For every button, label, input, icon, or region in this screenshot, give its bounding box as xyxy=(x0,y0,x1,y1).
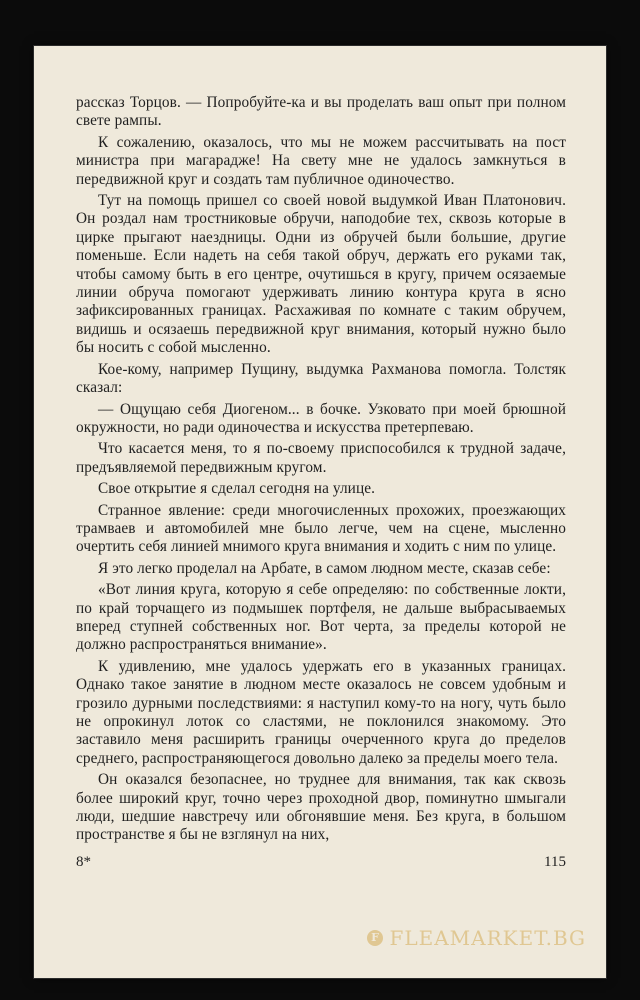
page-body xyxy=(76,94,566,848)
signature-mark: 8* xyxy=(76,854,91,870)
book-page xyxy=(34,46,606,978)
watermark xyxy=(367,926,586,950)
paragraph: Я это легко проделал на Арбате, в самом людном месте, сказав себе: xyxy=(98,559,551,577)
paragraph: «Вот линия круга, которую я себе определяю: по собственные локти, по край торчащего из подмышек портфеля, не дальше выбрасываемых вперед ступней собственных ног. Вот черта, за пределы которой не должно распространяться внимание». xyxy=(76,581,566,654)
watermark-text: FLEAMARKET.BG xyxy=(389,926,586,950)
paragraph: Тут на помощь пришел со своей новой выдумкой Иван Платонович. Он роздал нам тростниковые обручи, наподобие тех, сквозь которые в цирке прыгают наездницы. Одни из обручей были большие, другие поменьше. Если надеть на себя такой обруч, держать его руками так, чтобы самому быть в его центре, очутишься в кругу, причем осязаемые линии обруча помогают удерживать линию контура круга в ясно зафиксированных границах. Расхаживая по комнате с таким обручем, видишь и осязаешь передвижной круг внимания, который нужно было бы носить с собой мысленно. xyxy=(76,192,566,357)
paragraph: рассказ Торцов. — Попробуйте-ка и вы проделать ваш опыт при полном свете рампы. xyxy=(76,94,566,130)
paragraph: К удивлению, мне удалось удержать его в указанных границах. Однако такое занятие в людном месте оказалось не совсем удобным и грозило дурными последствиями: я наступил кому-то на ногу, чуть было не опрокинул лоток со сластями, не поклонился знакомому. Это заставило меня расширить границы очерченного круга до пределов среднего, распространяющегося довольно далеко за пределы моего тела. xyxy=(76,657,566,767)
paragraph: Что касается меня, то я по-своему приспособился к трудной задаче, предъявляемой передвижным кругом. xyxy=(76,440,566,476)
paragraph: — Ощущаю себя Диогеном... в бочке. Узковато при моей брюшной окружности, но ради одиночества и искусства претерпеваю. xyxy=(76,400,566,436)
paragraph: Странное явление: среди многочисленных прохожих, проезжающих трамваев и автомобилей мне было легче, чем на сцене, мысленно очертить себя линией мнимого круга внимания и ходить с ним по улице. xyxy=(76,501,566,556)
page-number: 115 xyxy=(544,854,566,870)
paragraph: К сожалению, оказалось, что мы не можем рассчитывать на пост министра при магарадже! На свету мне не удалось замкнуться в передвижной круг и создать там публичное одиночество. xyxy=(76,133,566,188)
flea-market-logo-icon: F xyxy=(367,930,383,946)
paragraph: Он оказался безопаснее, но труднее для внимания, так как сквозь более широкий круг, точно через проходной двор, поминутно шмыгали люди, шедшие навстречу или обгонявшие меня. Без круга, в большом пространстве я бы не взглянул на них, xyxy=(76,771,566,844)
paragraph: Кое-кому, например Пущину, выдумка Рахманова помогла. Толстяк сказал: xyxy=(76,360,566,397)
paragraph: Свое открытие я сделал сегодня на улице. xyxy=(98,480,376,498)
